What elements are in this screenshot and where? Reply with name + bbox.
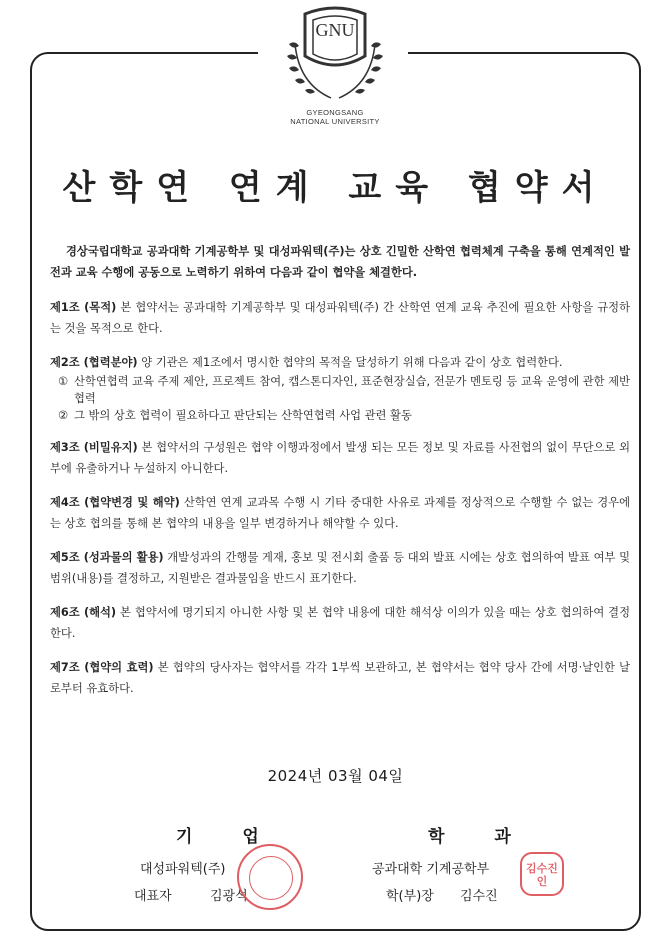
list-item-text: 그 밖의 상호 협력이 필요하다고 판단되는 산학연협력 사업 관련 활동	[74, 409, 412, 422]
article-text: 본 협약의 당사자는 협약서를 각각 1부씩 보관하고, 본 협약서는 협약 당사 간에 서명·날인한 날로부터 유효하다.	[50, 661, 630, 695]
university-logo	[272, 4, 398, 126]
list-item-marker: ①	[58, 375, 69, 388]
cooperation-list	[50, 373, 630, 424]
article-text: 양 기관은 제1조에서 명시한 협약의 목적을 달성하기 위해 다음과 같이 상호 협력한다.	[141, 356, 563, 369]
company-rep-name: 김광석	[210, 889, 248, 904]
company-rep-title: 대표자	[134, 889, 172, 904]
article-heading: 제5조 (성과물의 활용)	[50, 551, 164, 564]
department-seal-icon	[520, 852, 564, 896]
department-name: 공과대학 기계공학부	[372, 862, 490, 877]
company-seal-icon	[237, 844, 303, 910]
department-head-title: 학(부)장	[386, 889, 434, 904]
university-name-line1: GYEONGSANG	[306, 108, 364, 117]
article-4	[50, 492, 630, 534]
seal-text: 김수진인	[526, 862, 558, 888]
article-text: 본 협약서에 명기되지 아니한 사항 및 본 협약 내용에 대한 해석상 이의가 있을 때는 상호 협의하여 결정한다.	[50, 606, 630, 640]
article-heading: 제3조 (비밀유지)	[50, 441, 138, 454]
article-text: 산학연 연계 교과목 수행 시 기타 중대한 사유로 과제를 정상적으로 수행할 수 없는 경우에는 상호 협의를 통해 본 협약의 내용을 일부 변경하거나 해약할 수 있다.	[50, 496, 631, 530]
article-7	[50, 657, 630, 699]
article-text: 본 협약서의 구성원은 협약 이행과정에서 발생 되는 모든 정보 및 자료를 사전협의 없이 무단으로 외부에 유출하거나 누설하지 아니한다.	[50, 441, 630, 475]
university-name-line2: NATIONAL UNIVERSITY	[290, 117, 380, 126]
company-heading: 기 업	[176, 827, 281, 847]
list-item	[58, 373, 630, 407]
gnu-emblem-icon	[275, 4, 395, 108]
list-item-text: 산학연협력 교육 주제 제안, 프로젝트 참여, 캡스톤디자인, 표준현장실습, 전문가 멘토링 등 교육 운영에 관한 제반 협력	[74, 375, 630, 405]
article-heading: 제6조 (해석)	[50, 606, 117, 619]
article-2	[50, 352, 630, 424]
article-6	[50, 602, 630, 644]
department-head-name: 김수진	[460, 889, 498, 904]
article-heading: 제4조 (협약변경 및 해약)	[50, 496, 180, 509]
list-item-marker: ②	[58, 409, 69, 422]
article-1	[50, 297, 630, 339]
department-heading: 학 과	[428, 827, 533, 847]
agreement-body	[50, 241, 630, 712]
article-text: 개발성과의 간행물 게재, 홍보 및 전시회 출품 등 대외 발표 시에는 상호 협의하여 발표 여부 및 범위(내용)를 결정하고, 지원받은 결과물임을 반드시 표기한다.	[50, 551, 631, 585]
article-heading: 제7조 (협약의 효력)	[50, 661, 154, 674]
signing-date: 2024년 03월 04일	[267, 767, 404, 785]
article-text: 본 협약서는 공과대학 기계공학부 및 대성파워텍(주) 간 산학연 연계 교육 추진에 필요한 사항을 규정하는 것을 목적으로 한다.	[50, 301, 630, 335]
document-title: 산학연 연계 교육 협약서	[62, 168, 609, 208]
article-5	[50, 547, 630, 589]
article-heading: 제1조 (목적)	[50, 301, 117, 314]
list-item	[58, 407, 630, 424]
article-3	[50, 437, 630, 479]
svg-text:GNU: GNU	[315, 20, 355, 40]
intro-paragraph: 경상국립대학교 공과대학 기계공학부 및 대성파워텍(주)는 상호 긴밀한 산학연 협력체계 구축을 통해 연계적인 발전과 교육 수행에 공동으로 노력하기 위하여 다음과 같이 협약을 체결한다.	[50, 245, 630, 279]
company-name: 대성파워텍(주)	[140, 862, 226, 877]
article-heading: 제2조 (협력분야)	[50, 356, 138, 369]
